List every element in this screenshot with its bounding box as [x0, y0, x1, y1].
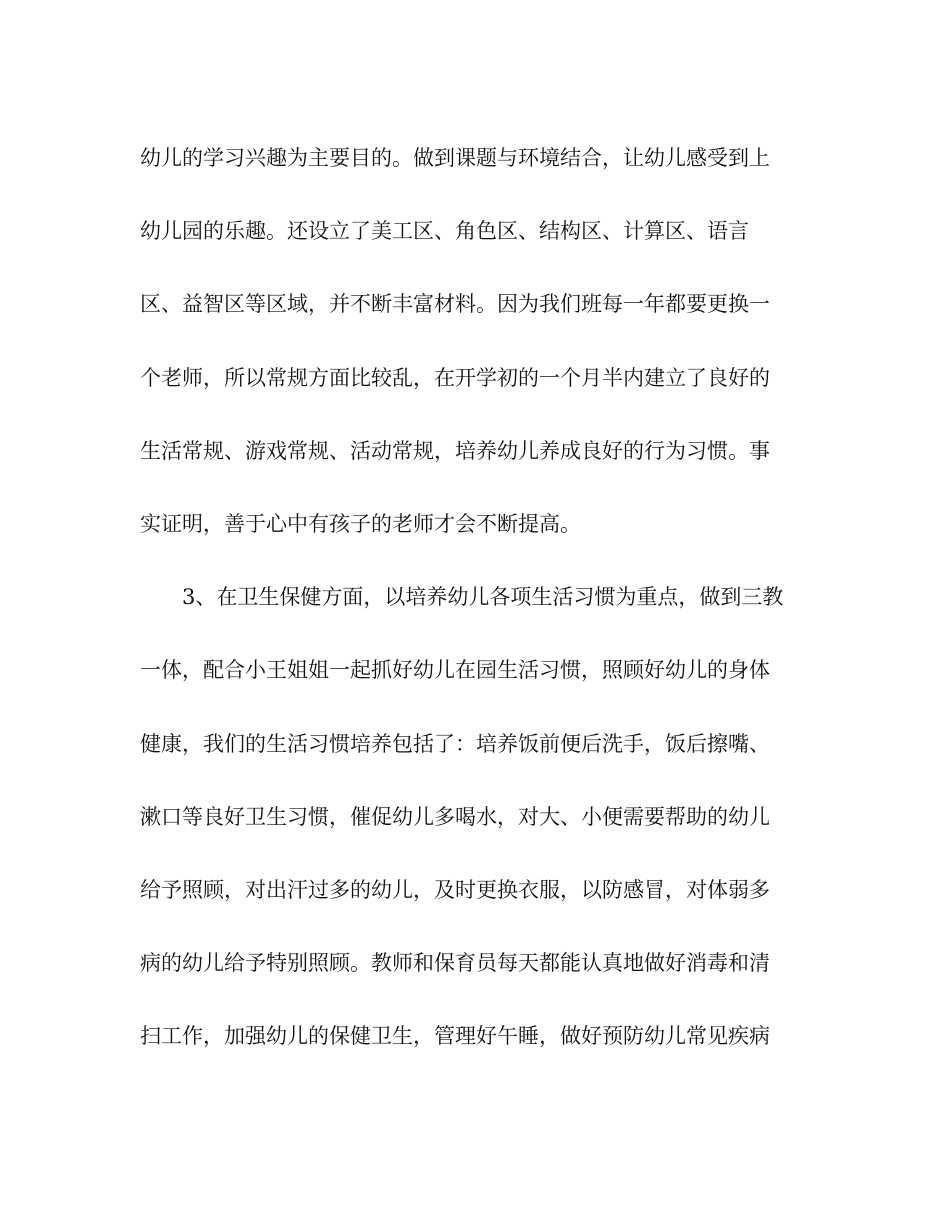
text-line-11: 给予照顾，对出汗过多的幼儿，及时更换衣服，以防感冒，对体弱多 [140, 877, 770, 902]
text-line-7: 3、在卫生保健方面，以培养幼儿各项生活习惯为重点，做到三教 [140, 585, 784, 610]
text-line-1: 幼儿的学习兴趣为主要目的。做到课题与环境结合，让幼儿感受到上 [140, 146, 770, 170]
text-line-13: 扫工作，加强幼儿的保健卫生，管理好午睡，做好预防幼儿常见疾病 [140, 1024, 770, 1049]
text-line-2: 幼儿园的乐趣。还设立了美工区、角色区、结构区、计算区、语言 [140, 219, 749, 244]
text-line-3: 区、益智区等区域，并不断丰富材料。因为我们班每一年都要更换一 [140, 292, 770, 317]
text-line-8: 一体，配合小王姐姐一起抓好幼儿在园生活习惯，照顾好幼儿的身体 [140, 658, 770, 683]
text-line-9: 健康，我们的生活习惯培养包括了：培养饭前便后洗手，饭后擦嘴、 [140, 731, 770, 756]
text-line-6: 实证明，善于心中有孩子的老师才会不断提高。 [140, 511, 581, 536]
text-line-5: 生活常规、游戏常规、活动常规，培养幼儿养成良好的行为习惯。事 [140, 438, 770, 463]
text-line-10: 漱口等良好卫生习惯，催促幼儿多喝水，对大、小便需要帮助的幼儿 [140, 804, 770, 829]
text-line-4: 个老师，所以常规方面比较乱，在开学初的一个月半内建立了良好的 [140, 365, 770, 390]
text-line-12: 病的幼儿给予特别照顾。教师和保育员每天都能认真地做好消毒和清 [140, 951, 770, 976]
body-text [140, 132, 810, 1083]
